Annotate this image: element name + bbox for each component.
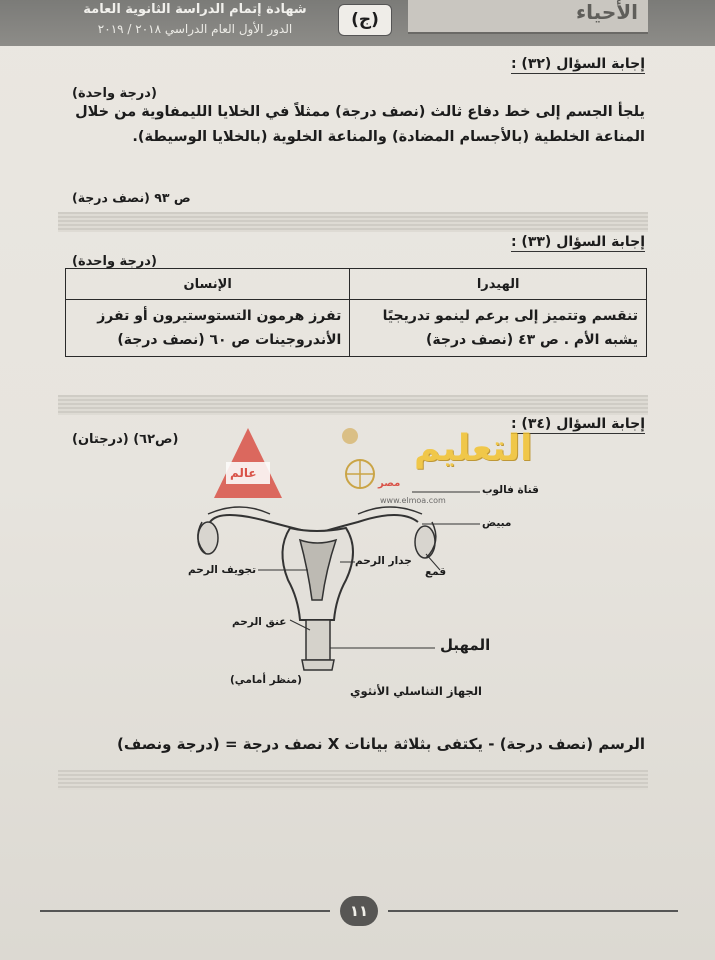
human-line1: تفرز هرمون التستوستيرون أو تفرز: [97, 308, 342, 324]
divider-band: [58, 212, 648, 232]
q32-answer-line1: يلجأ الجسم إلى خط دفاع ثالث (نصف درجة) ممثلاً في الخلايا الليمفاوية من خلال: [75, 104, 645, 120]
drawing-grading-note: الرسم (نصف درجة) - يكتفى بثلاثة بيانات X نصف درجة = (درجة ونصف): [116, 735, 645, 753]
diagram-caption: الجهاز التناسلي الأنثوي: [350, 684, 482, 698]
label-uterine-wall: جدار الرحم: [355, 555, 412, 567]
label-view: (منظر أمامي): [230, 674, 302, 686]
section-badge: (ج): [338, 4, 392, 36]
divider-band: [58, 395, 648, 415]
human-line2: الأندروجينات ص ٦٠ (نصف درجة): [117, 332, 342, 348]
subject-box: [408, 0, 648, 34]
header-banner: [0, 0, 715, 46]
right-ovary-shape: [415, 526, 435, 558]
q34-title: إجابة السؤال (٣٤) :: [510, 416, 645, 432]
watermark-sub: مصر: [378, 478, 401, 489]
divider-band: [58, 770, 648, 790]
hydra-line1: تنقسم وتتميز إلى برعم لينمو تدريجيًا: [382, 308, 638, 324]
q34-grade: (ص٦٢) (درجتان): [72, 432, 179, 447]
q32-grade: (درجة واحدة): [72, 86, 157, 101]
table-cell-hydra: [350, 300, 647, 357]
q32-title: إجابة السؤال (٣٢) :: [510, 56, 645, 72]
left-ovary-shape: [198, 522, 218, 554]
label-vagina: المهبل: [440, 636, 491, 654]
footer-rule-right: [388, 910, 678, 912]
subject-title: الأحياء: [575, 0, 638, 24]
footer-rule-left: [40, 910, 330, 912]
q32-answer-line2: المناعة الخلطية (بالأجسام المضادة) والمناعة الخلوية (بالخلايا الوسيطة).: [132, 129, 645, 145]
table-cell-human: [66, 300, 350, 357]
certificate-title: شهادة إتمام الدراسة الثانوية العامة: [83, 2, 307, 17]
figure-icon: [342, 428, 358, 444]
watermark: [200, 418, 533, 518]
q33-title: إجابة السؤال (٣٣) :: [510, 234, 645, 250]
vagina-shape: [302, 660, 334, 670]
watermark-logo-text: عالم: [230, 466, 257, 480]
cervix-shape: [306, 620, 330, 660]
watermark-url: www.elmoa.com: [380, 496, 446, 505]
watermark-brand: التعليم: [414, 428, 533, 469]
label-ovary: مبيض: [482, 517, 512, 529]
label-cervix: عنق الرحم: [232, 616, 287, 628]
hydra-line2: يشبه الأم . ص ٤٣ (نصف درجة): [425, 332, 638, 348]
label-uterine-cavity: تجويف الرحم: [188, 564, 257, 576]
page-number: ١١: [340, 896, 378, 926]
q32-reference: ص ٩٣ (نصف درجة): [72, 190, 191, 205]
label-fallopian-tube: قناة فالوب: [482, 484, 539, 496]
table-header-human: الإنسان: [66, 269, 350, 300]
table-header-hydra: الهيدرا: [350, 269, 647, 300]
q33-grade: (درجة واحدة): [72, 254, 157, 269]
exam-round: الدور الأول العام الدراسي ٢٠١٨ / ٢٠١٩: [97, 22, 293, 36]
label-funnel: قمع: [425, 566, 447, 578]
q33-comparison-table: [65, 268, 647, 357]
